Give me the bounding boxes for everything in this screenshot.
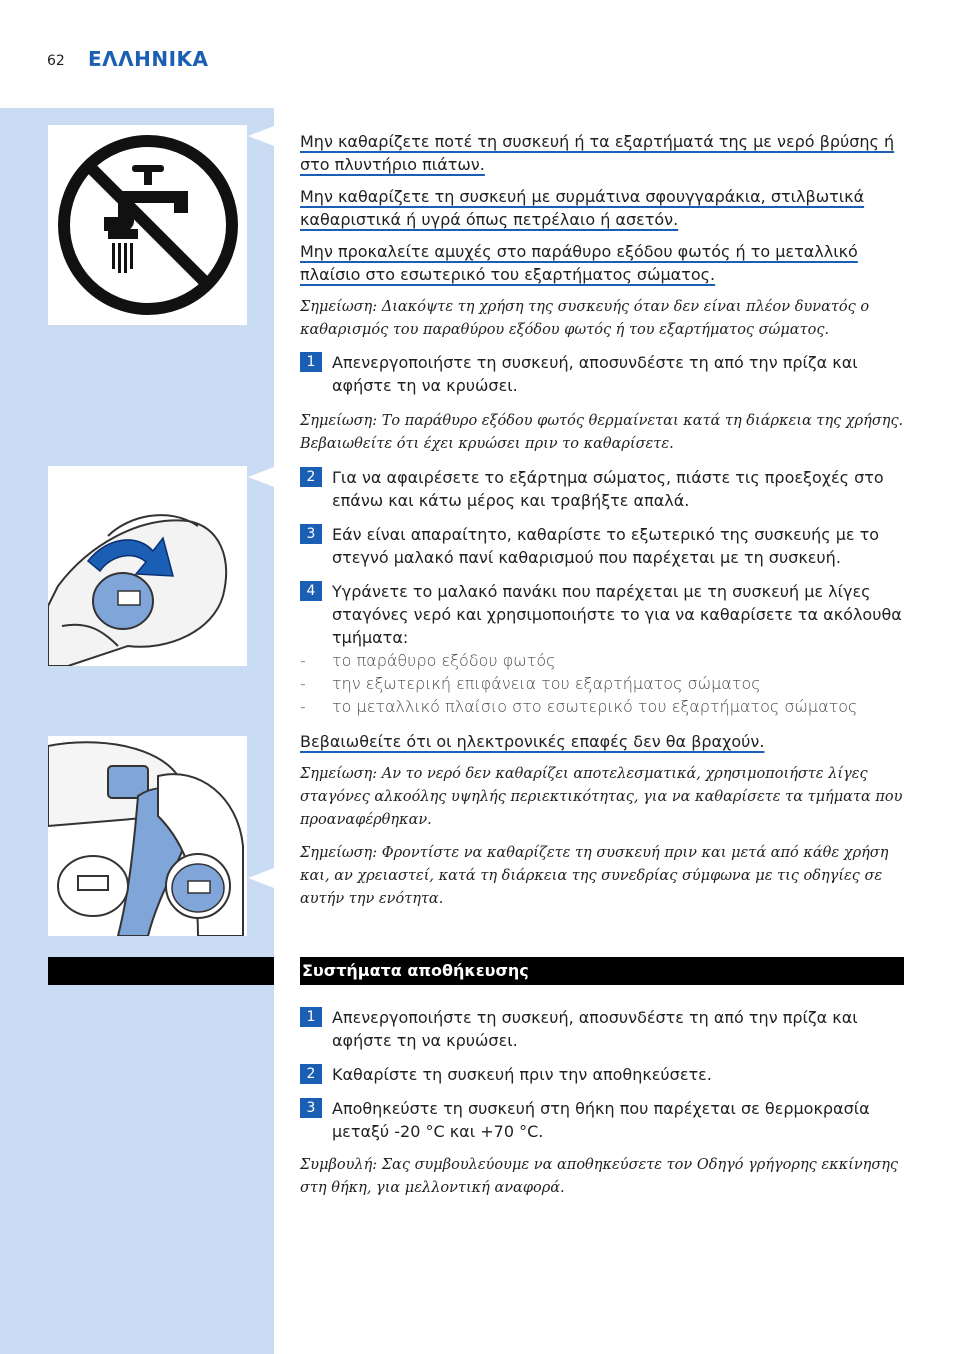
step-number: 3 xyxy=(300,1098,322,1118)
note-text: Το παράθυρο εξόδου φωτός θερμαίνεται κατά τη διάρκεια της χρήσης. Βεβαιωθείτε ότι έχει κρυώσει πριν το καθαρίσετε. xyxy=(300,413,904,452)
main-content xyxy=(300,130,906,911)
step-number: 1 xyxy=(300,352,322,372)
step-text: Απενεργοποιήστε τη συσκευή, αποσυνδέστε τη από την πρίζα και αφήστε τη να κρυώσει. xyxy=(332,1008,858,1050)
note xyxy=(300,842,906,911)
step xyxy=(300,1006,906,1052)
list-item xyxy=(300,695,906,718)
note-text: Φροντίστε να καθαρίζετε τη συσκευή πριν και μετά από κάθε χρήση και, αν χρειαστεί, κατά τη διάρκεια της συνεδρίας σύμφωνα με τις οδηγίες σε αυτήν την ενότητα. xyxy=(300,845,889,907)
note-text: Διακόψτε τη χρήση της συσκευής όταν δεν είναι πλέον δυνατός ο καθαρισμός του παραθύρου εξόδου φωτός ή του εξαρτήματος σώματος. xyxy=(300,299,870,338)
section-heading: Συστήματα αποθήκευσης xyxy=(300,957,904,985)
note xyxy=(300,410,906,456)
tip xyxy=(300,1154,906,1200)
note xyxy=(300,296,906,342)
note-label: Σημείωση: xyxy=(300,766,378,782)
sidebar xyxy=(0,108,274,1354)
language-title: ΕΛΛΗΝΙΚΑ xyxy=(88,47,209,71)
step xyxy=(300,351,906,397)
step-text: Υγράνετε το μαλακό πανάκι που παρέχεται με τη συσκευή με λίγες σταγόνες νερό και χρησιμοποιήστε το για να καθαρίσετε τα ακόλουθα τμήματα: xyxy=(332,582,902,647)
section-bar-left xyxy=(48,957,274,985)
step xyxy=(300,580,906,649)
list-item-text: το μεταλλικό πλαίσιο στο εσωτερικό του εξαρτήματος σώματος xyxy=(332,697,858,716)
note xyxy=(300,763,906,832)
attachment-removal-illustration xyxy=(48,466,247,666)
figure-pointer xyxy=(248,126,274,146)
step-number: 1 xyxy=(300,1007,322,1027)
step-text: Απενεργοποιήστε τη συσκευή, αποσυνδέστε τη από την πρίζα και αφήστε τη να κρυώσει. xyxy=(332,353,858,395)
note-label: Σημείωση: xyxy=(300,845,378,861)
warning-text: Μην προκαλείτε αμυχές στο παράθυρο εξόδου φωτός ή το μεταλλικό πλαίσιο στο εσωτερικό του εξαρτήματος σώματος. xyxy=(300,242,858,284)
step-text: Για να αφαιρέσετε το εξάρτημα σώματος, πιάστε τις προεξοχές στο επάνω και κάτω μέρος και τραβήξτε απαλά. xyxy=(332,468,884,510)
figure-pointer xyxy=(248,467,274,487)
step xyxy=(300,1097,906,1143)
list-item-text: το παράθυρο εξόδου φωτός xyxy=(332,651,556,670)
list-item xyxy=(300,672,906,695)
step-number: 2 xyxy=(300,1064,322,1084)
figure-pointer xyxy=(248,868,274,888)
note-text: Αν το νερό δεν καθαρίζει αποτελεσματικά, χρησιμοποιήστε λίγες σταγόνες αλκοόλης υψηλής περιεκτικότητας, για να καθαρίσετε τα τμήματα που προαναφέρθηκαν. xyxy=(300,766,903,828)
step xyxy=(300,523,906,569)
list-item xyxy=(300,649,906,672)
step xyxy=(300,1063,906,1086)
storage-content xyxy=(300,1006,906,1200)
step-text: Αποθηκεύστε τη συσκευή στη θήκη που παρέχεται σε θερμοκρασία μεταξύ -20 °C και +70 °C. xyxy=(332,1099,870,1141)
warning-text: Μην καθαρίζετε ποτέ τη συσκευή ή τα εξαρτήματά της με νερό βρύσης ή στο πλυντήριο πιάτων. xyxy=(300,132,895,174)
step-number: 2 xyxy=(300,467,322,487)
bullet-dash: - xyxy=(300,651,306,670)
tip-label: Συμβουλή: xyxy=(300,1157,378,1173)
note-label: Σημείωση: xyxy=(300,299,378,315)
page-number: 62 xyxy=(47,53,65,69)
bullet-dash: - xyxy=(300,674,306,693)
step-number: 4 xyxy=(300,581,322,601)
bullet-dash: - xyxy=(300,697,306,716)
note-label: Σημείωση: xyxy=(300,413,378,429)
warning-text: Μην καθαρίζετε τη συσκευή με συρμάτινα σφουγγαράκια, στιλβωτικά καθαριστικά ή υγρά όπως πετρέλαιο ή ασετόν. xyxy=(300,187,865,229)
tip-text: Σας συμβουλεύουμε να αποθηκεύσετε τον Οδηγό γρήγορης εκκίνησης στη θήκη, για μελλοντική αναφορά. xyxy=(300,1157,899,1196)
list-item-text: την εξωτερική επιφάνεια του εξαρτήματος σώματος xyxy=(332,674,761,693)
step xyxy=(300,466,906,512)
step-text: Καθαρίστε τη συσκευή πριν την αποθηκεύσετε. xyxy=(332,1065,712,1084)
warning-text: Βεβαιωθείτε ότι οι ηλεκτρονικές επαφές δεν θα βραχούν. xyxy=(300,732,765,751)
no-tap-water-icon xyxy=(48,125,247,325)
cloth-cleaning-illustration xyxy=(48,736,247,936)
step-number: 3 xyxy=(300,524,322,544)
step-text: Εάν είναι απαραίτητο, καθαρίστε το εξωτερικό της συσκευής με το στεγνό μαλακό πανί καθαρισμού που παρέχεται με τη συσκευή. xyxy=(332,525,880,567)
